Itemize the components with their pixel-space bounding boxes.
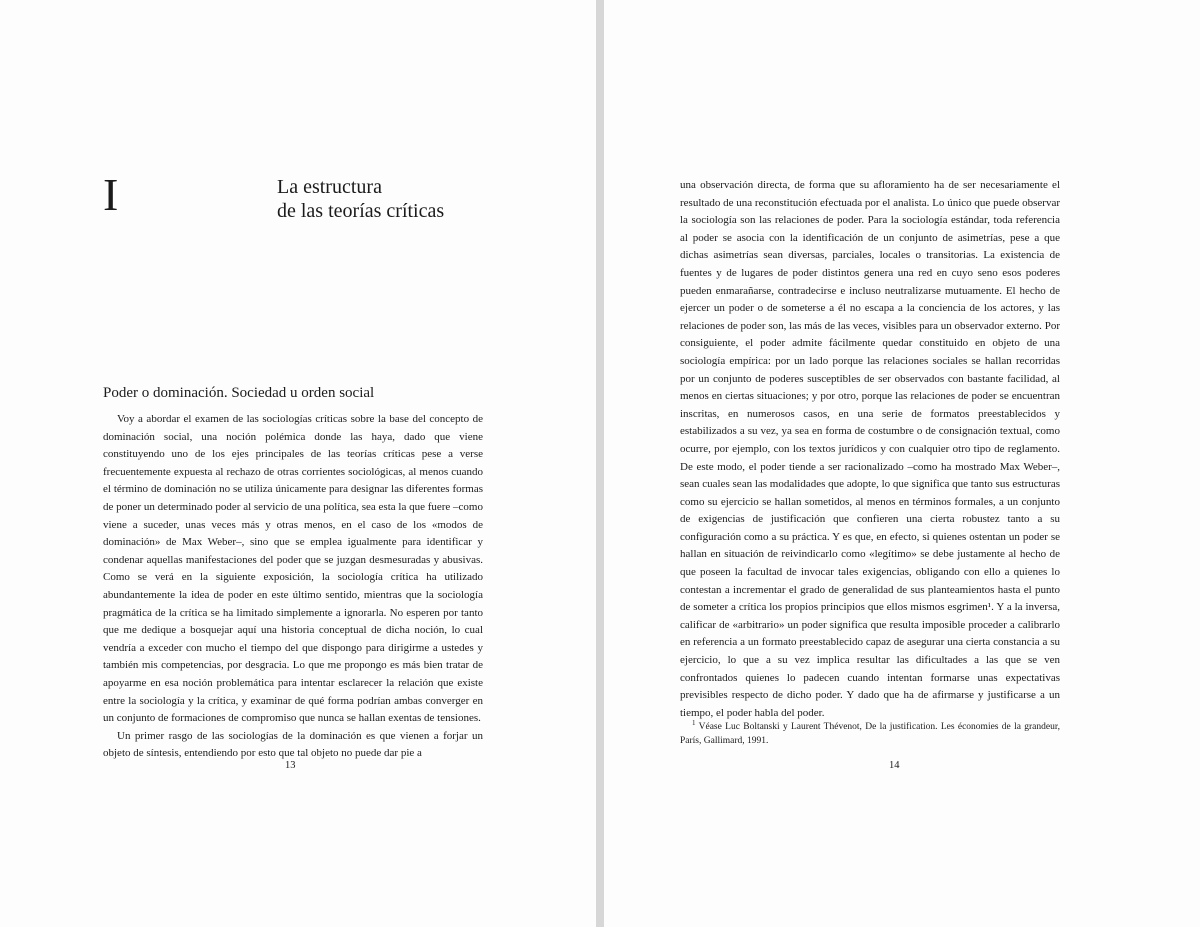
footnote-text: Véase Luc Boltanski y Laurent Thévenot, De la justification. Les économies de la grandeur, París, Gallimard, 1991. <box>680 722 1060 747</box>
left-page <box>0 0 596 927</box>
book-gutter <box>596 0 604 927</box>
footnote <box>680 716 1060 748</box>
paragraph: Un primer rasgo de las sociologías de la dominación es que vienen a forjar un objeto de síntesis, entendiendo por esto que tal objeto no puede dar pie a <box>103 729 483 760</box>
section-heading: Poder o dominación. Sociedad u orden social <box>103 385 375 401</box>
page-number: 13 <box>285 760 296 771</box>
paragraph: una observación directa, de forma que su afloramiento ha de ser necesariamente el resultado de una reconstitución efectuada por el analista. Lo único que puede observar la sociología son las relaciones de poder. Para la sociología estándar, toda referencia al poder se asocia con la identificación de un conjunto de asimetrías, pese a que dichas asimetrías sean diversas, parciales, locales o transitorias. La existencia de fuentes y de lugares de poder distintos genera una red en cuyo seno esos poderes pueden enmarañarse, contradecirse e incluso neutralizarse mutuamente. El hecho de ejercer un poder o de someterse a él no escapa a la conciencia de los actores, y las relaciones de poder son, las más de las veces, visibles para un observador externo. Por consiguiente, el poder admite fácilmente quedar constituido en objeto de una sociología empírica: por un lado porque las relaciones sociales se hallan recorridas por un conjunto de poderes susceptibles de ser observados con bastante facilidad, al menos en ciertas situaciones; y por otro, porque las relaciones de poder se encuentran inscritas, en numerosos casos, en una serie de formatos preestablecidos y estabilizados a su vez, ya sea en forma de costumbre o de consignación textual, como ocurre, por ejemplo, con los textos jurídicos y con cualquier otro tipo de reglamento. De este modo, el poder tiende a ser racionalizado –como ha mostrado Max Weber–, sean cuales sean las modalidades que adopte, lo que significa que tanto sus estructuras como su ejercicio se hallan sometidos, al menos en términos formales, a un conjunto de exigencias de justificación que confieren una cierta robustez tanto a su configuración como a su práctica. Y es que, en efecto, si quienes ostentan un poder se hallan en situación de reivindicarlo como «legítimo» se debe justamente al hecho de que poseen la facultad de invocar tales exigencias, obligando con ello a quienes lo contestan a incrementar el grado de generalidad de sus planteamientos hasta el punto de someter a crítica los propios principios que ellos mismos esgrimen¹. Y a la inversa, calificar de «arbitrario» un poder significa que resulta imposible proceder a calibrarlo en referencia a un formato preestablecido capaz de asegurar una cierta constancia a su ejercicio, lo que a su vez implica resultar las dificultades a las que se ven confrontados quienes lo padecen cuando intentan formarse unas expectativas previsibles respecto de dicho poder. Y dado que ha de afirmarse y justificarse a un tiempo, el poder habla del poder. <box>680 179 1060 719</box>
right-body-text <box>680 177 1060 722</box>
paragraph: Voy a abordar el examen de las sociologías críticas sobre la base del concepto de dominación social, una noción polémica donde las haya, dado que viene constituyendo uno de los ejes principales de las teorías críticas pese a verse frecuentemente expuesta al rechazo de otras corrientes sociológicas, al menos cuando el término de dominación no se utiliza únicamente para designar las diferentes formas de poner un determinado poder al servicio de una política, sea esta la que fuere –como viene a suceder, unas veces más y otras menos, en el caso de los «modos de dominación» de Max Weber–, sino que se emplea igualmente para identificar y condenar aquellas manifestaciones del poder que se juzgan desmesuradas y abusivas. Como se verá en la siguiente exposición, la sociología crítica ha utilizado abundantemente la idea de poder en este último sentido, mientras que la sociología pragmática de la crítica se ha limitado simplemente a ignorarla. No esperen por tanto que me dedique a bosquejar aquí una historia conceptual de dicha noción, lo cual vendría a exceder con mucho el tiempo del que dispongo para dirigirme a ustedes y también mis competencias, por desgracia. Lo que me propongo es más bien tratar de apoyarme en esa noción problemática para intentar esclarecer la relación que existe entre la sociología y la crítica, y examinar de qué forma podrían ambas converger en un conjunto de formaciones de compromiso que nunca se hallan exentas de tensiones. <box>103 413 483 725</box>
chapter-title <box>277 175 444 223</box>
footnote-marker: 1 <box>692 719 696 727</box>
chapter-numeral: I <box>103 169 119 220</box>
chapter-title-line2: de las teorías críticas <box>277 200 445 222</box>
right-page <box>604 0 1200 927</box>
page-number: 14 <box>889 760 900 771</box>
left-body-text <box>103 411 483 763</box>
chapter-title-line1: La estructura <box>277 176 382 198</box>
